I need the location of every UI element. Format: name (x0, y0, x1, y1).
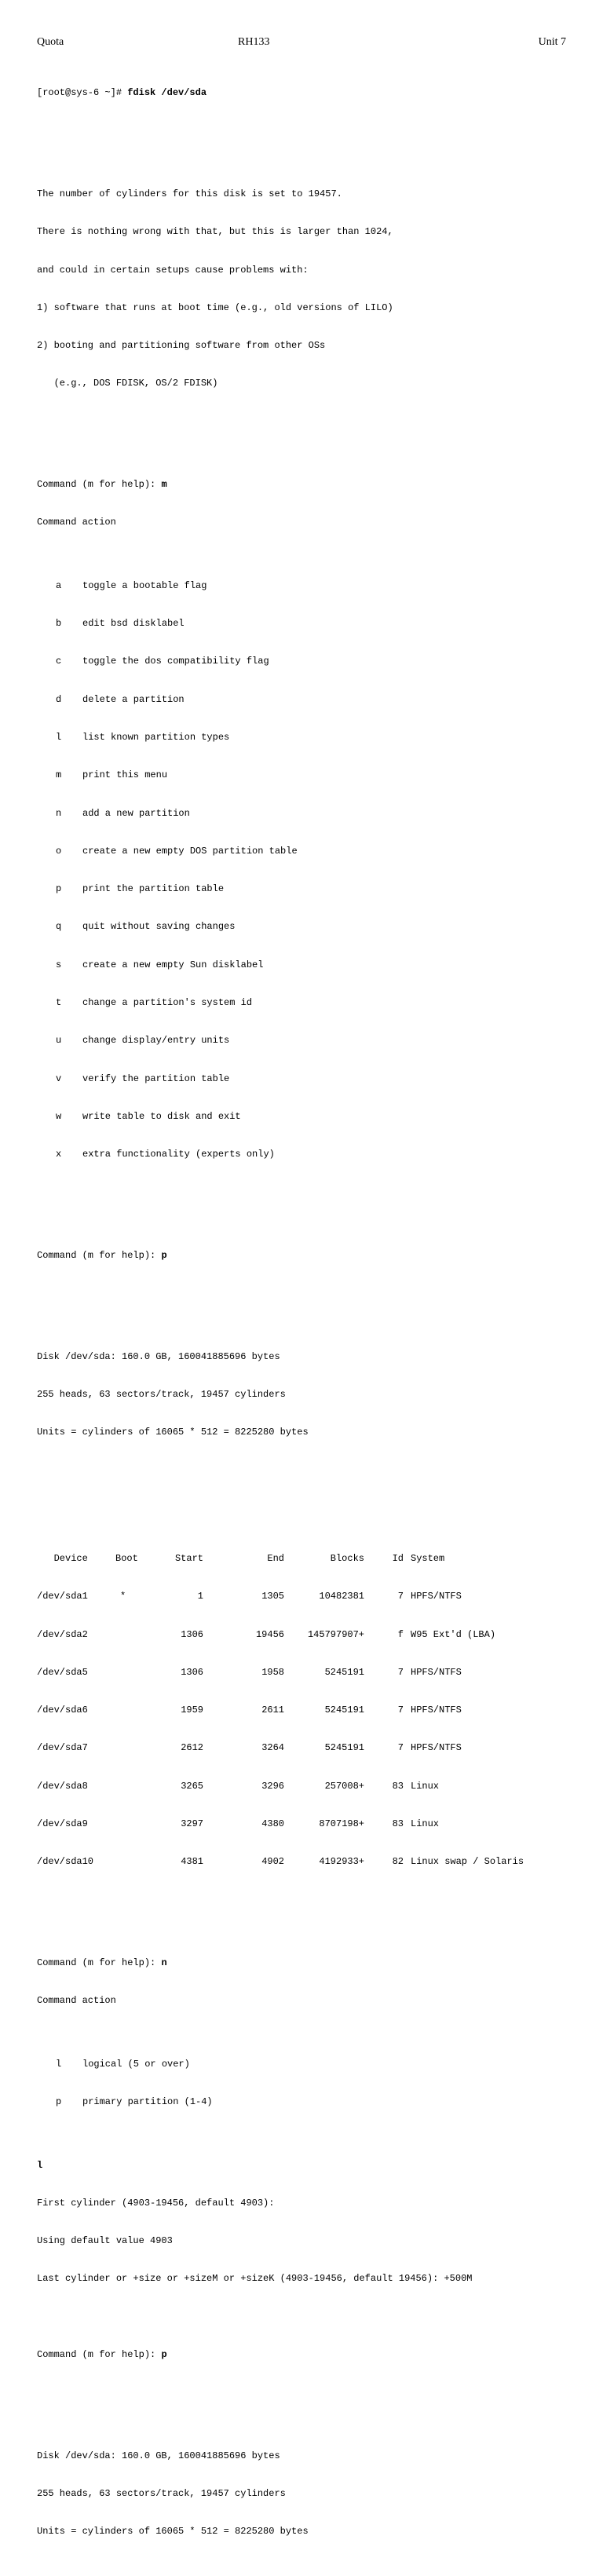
command-prompt-line (37, 478, 587, 491)
cell-system: HPFS/NTFS (411, 1742, 462, 1754)
command-action-heading: Command action (37, 1995, 116, 2007)
cell-start: 1959 (181, 1705, 203, 1716)
disk-info-2 (37, 2424, 587, 2563)
disk-info-line: Disk /dev/sda: 160.0 GB, 160041885696 bytes (37, 1350, 280, 1362)
cell-start: 4381 (181, 1856, 203, 1868)
page-header (37, 36, 566, 52)
command-prompt: Command (m for help): (37, 479, 162, 491)
col-start: Start (174, 1553, 203, 1565)
cell-blocks: 4192933+ (319, 1856, 364, 1868)
menu-item (37, 769, 587, 781)
cell-end: 2611 (261, 1705, 284, 1716)
last-cylinder-line (37, 2272, 587, 2285)
command-prompt: Command (m for help): (37, 1249, 162, 1261)
menu-item (37, 959, 587, 971)
disk-info-line: 255 heads, 63 sectors/track, 19457 cylinders (37, 2488, 286, 2499)
warning-line: 1) software that runs at boot time (e.g., old versions of LILO) (37, 301, 393, 313)
warning-line: (e.g., DOS FDISK, OS/2 FDISK) (37, 378, 218, 389)
command-prompt-line (37, 1249, 587, 1262)
col-id: Id (392, 1553, 404, 1565)
menu-desc: toggle the dos compatibility flag (82, 656, 269, 667)
menu-desc: delete a partition (82, 693, 185, 705)
col-end: End (267, 1553, 284, 1565)
menu-desc: write table to disk and exit (82, 1110, 241, 1122)
cell-id: 7 (397, 1591, 404, 1602)
cell-start: 2612 (181, 1742, 203, 1754)
table-row (37, 1818, 587, 1830)
command-action-heading: Command action (37, 517, 116, 528)
table-row (37, 1666, 587, 1679)
cell-system: Linux swap / Solaris (411, 1856, 524, 1868)
table-row (37, 1590, 587, 1602)
cell-blocks: 8707198+ (319, 1818, 364, 1830)
cell-system: Linux (411, 1780, 440, 1792)
menu-desc: create a new empty Sun disklabel (82, 959, 264, 970)
table-row (37, 1780, 587, 1792)
answer-line (37, 2159, 587, 2172)
partition-table (37, 1527, 587, 1894)
command-input: p (161, 1249, 167, 1261)
menu-item (37, 845, 587, 857)
warning-line: There is nothing wrong with that, but this is larger than 1024, (37, 226, 393, 238)
menu-desc: quit without saving changes (82, 921, 236, 933)
cell-device: /dev/sda7 (37, 1742, 88, 1754)
menu-key: o (56, 845, 62, 857)
menu-item (37, 2058, 587, 2070)
shell-prompt-line (37, 86, 587, 99)
menu-item (37, 807, 587, 820)
cell-id: 83 (392, 1780, 404, 1792)
using-default-line: Using default value 4903 (37, 2235, 173, 2247)
cell-start: 1306 (181, 1628, 203, 1640)
col-system: System (411, 1553, 445, 1565)
command-input: p (161, 2348, 167, 2360)
menu-desc: edit bsd disklabel (82, 618, 185, 630)
menu-key: b (56, 618, 62, 630)
cell-device: /dev/sda1 (37, 1591, 88, 1602)
menu-desc: add a new partition (82, 807, 190, 819)
cell-device: /dev/sda6 (37, 1705, 88, 1716)
cell-blocks: 257008+ (324, 1780, 364, 1792)
table-row (37, 1741, 587, 1754)
menu-item (37, 655, 587, 667)
cell-device: /dev/sda2 (37, 1628, 88, 1640)
menu-desc: print the partition table (82, 883, 225, 895)
cell-system: W95 Ext'd (LBA) (411, 1628, 496, 1640)
menu-key: p (56, 883, 62, 895)
table-row (37, 1704, 587, 1716)
last-cylinder-prompt: Last cylinder or +size or +sizeM or +sizeK (4903-19456, default 19456): (37, 2273, 444, 2285)
command-prompt: Command (m for help): (37, 1957, 162, 1969)
menu-item (37, 996, 587, 1009)
col-blocks: Blocks (330, 1553, 364, 1565)
menu-key: a (56, 579, 62, 591)
menu-item (37, 1148, 587, 1160)
cell-end: 1958 (261, 1666, 284, 1678)
last-cylinder-value: +500M (444, 2273, 473, 2285)
command-prompt-line (37, 2348, 587, 2361)
menu-key: u (56, 1035, 62, 1047)
menu-desc: toggle a bootable flag (82, 579, 207, 591)
disk-info-line: Disk /dev/sda: 160.0 GB, 160041885696 bytes (37, 2450, 280, 2461)
first-cylinder-prompt: First cylinder (4903-19456, default 4903): (37, 2197, 275, 2209)
menu-key: c (56, 656, 62, 667)
cell-blocks: 145797907+ (307, 1628, 364, 1640)
menu-key: w (56, 1110, 62, 1122)
cell-blocks: 10482381 (319, 1591, 364, 1602)
cell-system: Linux (411, 1818, 440, 1830)
warning-line: and could in certain setups cause problems with: (37, 264, 309, 276)
terminal-transcript (37, 61, 587, 2576)
new-partition-menu (37, 2033, 587, 2134)
shell-prompt: [root@sys-6 ~]# (37, 87, 128, 99)
menu-desc: extra functionality (experts only) (82, 1149, 275, 1160)
menu-item (37, 2096, 587, 2108)
table-header (37, 1552, 587, 1565)
disk-info-line: Units = cylinders of 16065 * 512 = 8225280 bytes (37, 1427, 309, 1438)
menu-desc: change a partition's system id (82, 996, 253, 1008)
cell-id: 7 (397, 1705, 404, 1716)
disk-info-line: Units = cylinders of 16065 * 512 = 8225280 bytes (37, 2526, 309, 2538)
menu-item (37, 920, 587, 933)
menu-desc: logical (5 or over) (82, 2058, 190, 2070)
cell-end: 1305 (261, 1591, 284, 1602)
col-device: Device (37, 1553, 88, 1565)
cell-id: 7 (397, 1666, 404, 1678)
cell-start: 3297 (181, 1818, 203, 1830)
menu-item (37, 731, 587, 744)
menu-item (37, 579, 587, 592)
menu-item (37, 1072, 587, 1085)
cell-system: HPFS/NTFS (411, 1705, 462, 1716)
cell-device: /dev/sda5 (37, 1666, 88, 1678)
cell-id: 7 (397, 1742, 404, 1754)
command-prompt-line (37, 1957, 587, 1969)
cell-blocks: 5245191 (324, 1742, 364, 1754)
cylinder-warning (37, 163, 587, 415)
cell-start: 3265 (181, 1780, 203, 1792)
command-prompt: Command (m for help): (37, 2348, 162, 2360)
cell-end: 19456 (255, 1628, 284, 1640)
cell-end: 3264 (261, 1742, 284, 1754)
menu-key: m (56, 769, 62, 781)
disk-info (37, 1325, 587, 1463)
cell-device: /dev/sda10 (37, 1856, 94, 1868)
cell-system: HPFS/NTFS (411, 1666, 462, 1678)
menu-desc: create a new empty DOS partition table (82, 845, 298, 857)
command-input: m (161, 479, 167, 491)
menu-desc: primary partition (1-4) (82, 2096, 213, 2108)
table-row (37, 1855, 587, 1868)
menu-key: q (56, 921, 62, 933)
menu-key: l (56, 2058, 62, 2070)
command-input: n (161, 1957, 167, 1969)
menu-desc: change display/entry units (82, 1035, 230, 1047)
cell-end: 4902 (261, 1856, 284, 1868)
cell-end: 3296 (261, 1780, 284, 1792)
menu-key: x (56, 1149, 62, 1160)
menu-key: t (56, 996, 62, 1008)
menu-item (37, 617, 587, 630)
menu-key: s (56, 959, 62, 970)
menu-desc: verify the partition table (82, 1072, 230, 1084)
table-row (37, 1628, 587, 1641)
cell-id: 82 (392, 1856, 404, 1868)
menu-key: l (56, 731, 62, 743)
col-boot: Boot (115, 1553, 138, 1565)
menu-item (37, 1110, 587, 1123)
menu-item (37, 1034, 587, 1047)
warning-line: The number of cylinders for this disk is set to 19457. (37, 188, 342, 199)
help-menu (37, 554, 587, 1186)
menu-item (37, 693, 587, 706)
cell-end: 4380 (261, 1818, 284, 1830)
cell-device: /dev/sda9 (37, 1818, 88, 1830)
header-right: Unit 7 (538, 36, 566, 48)
warning-line: 2) booting and partitioning software from other OSs (37, 340, 326, 352)
disk-info-line: 255 heads, 63 sectors/track, 19457 cylinders (37, 1388, 286, 1400)
cell-system: HPFS/NTFS (411, 1591, 462, 1602)
cell-boot: * (120, 1591, 126, 1602)
menu-key: v (56, 1072, 62, 1084)
header-left: Quota (37, 36, 64, 48)
menu-desc: print this menu (82, 769, 168, 781)
cell-start: 1 (197, 1591, 203, 1602)
menu-key: n (56, 807, 62, 819)
cell-id: f (397, 1628, 404, 1640)
cell-device: /dev/sda8 (37, 1780, 88, 1792)
menu-item (37, 882, 587, 895)
answer-input: l (37, 2159, 43, 2171)
cell-start: 1306 (181, 1666, 203, 1678)
menu-key: d (56, 693, 62, 705)
cell-id: 83 (392, 1818, 404, 1830)
header-center: RH133 (238, 36, 270, 48)
shell-command: fdisk /dev/sda (127, 87, 207, 99)
menu-desc: list known partition types (82, 731, 230, 743)
cell-blocks: 5245191 (324, 1666, 364, 1678)
cell-blocks: 5245191 (324, 1705, 364, 1716)
menu-key: p (56, 2096, 62, 2108)
